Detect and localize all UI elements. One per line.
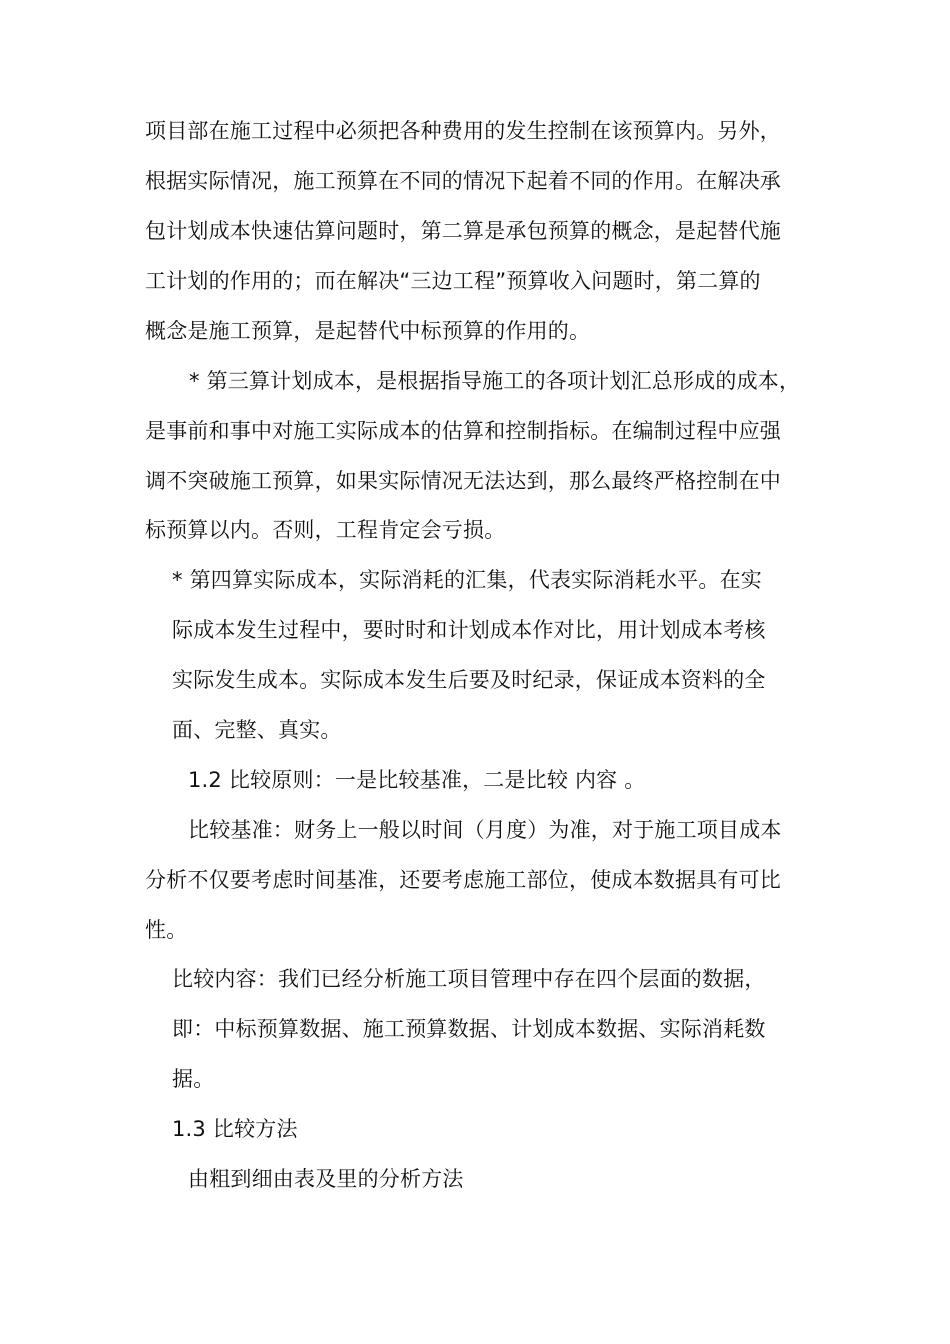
text-line: 性。 xyxy=(145,918,188,942)
text-line: 概念是施工预算，是起替代中标预算的作用的。 xyxy=(145,319,591,343)
text-line: 包计划成本快速估算问题时，第二算是承包预算的概念，是起替代施 xyxy=(145,219,781,243)
text-line: 面、完整、真实。 xyxy=(172,718,342,742)
section-heading-1-2: 1.2 比较原则：一是比较基准，二是比较 内容 。 xyxy=(188,768,646,792)
text-line: 项目部在施工过程中必须把各种费用的发生控制在该预算内。另外， xyxy=(145,119,781,143)
text-line: 据。 xyxy=(172,1067,215,1091)
section-heading-1-3: 1.3 比较方法 xyxy=(172,1117,298,1141)
text-line: 比较内容：我们已经分析施工项目管理中存在四个层面的数据， xyxy=(172,967,766,991)
text-line: 根据实际情况，施工预算在不同的情况下起着不同的作用。在解决承 xyxy=(145,169,781,193)
text-line: 分析不仅要考虑时间基准，还要考虑施工部位，使成本数据具有可比 xyxy=(145,868,781,892)
text-line: 即：中标预算数据、施工预算数据、计划成本数据、实际消耗数 xyxy=(172,1017,766,1041)
text-line: * 第四算实际成本，实际消耗的汇集，代表实际消耗水平。在实 xyxy=(172,568,762,592)
text-line: 实际发生成本。实际成本发生后要及时纪录，保证成本资料的全 xyxy=(172,668,766,692)
text-line: 是事前和事中对施工实际成本的估算和控制指标。在编制过程中应强 xyxy=(145,419,781,443)
text-line: 工计划的作用的；而在解决“三边工程”预算收入问题时，第二算的 xyxy=(145,269,761,293)
text-line: 际成本发生过程中，要时时和计划成本作对比，用计划成本考核 xyxy=(172,618,766,642)
paragraph-analysis-method: 由粗到细由表及里的分析方法 xyxy=(188,1167,464,1191)
text-line: 调不突破施工预算，如果实际情况无法达到，那么最终严格控制在中 xyxy=(145,469,781,493)
text-line: 比较基准：财务上一般以时间（月度）为准，对于施工项目成本 xyxy=(188,818,782,842)
text-line: * 第三算计划成本，是根据指导施工的各项计划汇总形成的成本， xyxy=(189,369,801,393)
text-line: 标预算以内。否则，工程肯定会亏损。 xyxy=(145,518,506,542)
